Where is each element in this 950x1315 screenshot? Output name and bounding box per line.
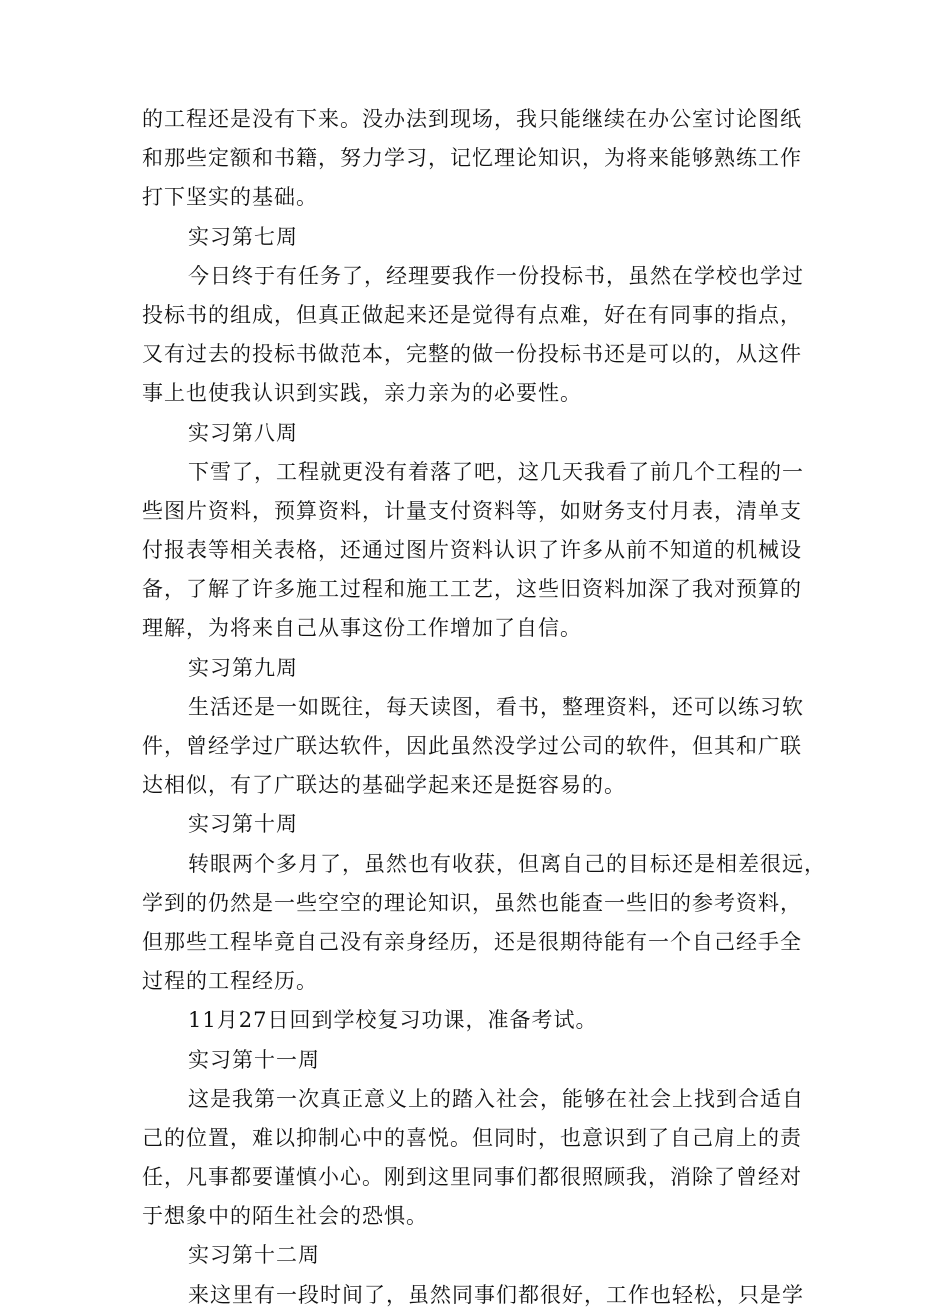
text-line: 过程的工程经历。 — [142, 969, 318, 994]
text-line: 今日终于有任务了，经理要我作一份投标书，虽然在学校也学过 — [188, 263, 804, 288]
text-line: 达相似，有了广联达的基础学起来还是挺容易的。 — [142, 773, 626, 798]
text-line: 和那些定额和书籍，努力学习，记忆理论知识，为将来能够熟练工作 — [142, 146, 802, 171]
text-line: 又有过去的投标书做范本，完整的做一份投标书还是可以的，从这件 — [142, 342, 802, 367]
text-line: 实习第十一周 — [188, 1047, 320, 1072]
text-line: 些图片资料，预算资料，计量支付资料等，如财务支付月表，清单支 — [142, 498, 802, 523]
body-text — [142, 100, 826, 1315]
text-line: 投标书的组成，但真正做起来还是觉得有点难，好在有同事的指点， — [142, 302, 802, 327]
text-line: 件，曾经学过广联达软件，因此虽然没学过公司的软件，但其和广联 — [142, 734, 802, 758]
text-line: 于想象中的陌生社会的恐惧。 — [142, 1204, 428, 1229]
text-line: 实习第九周 — [188, 655, 298, 680]
text-line: 的工程还是没有下来。没办法到现场，我只能继续在办公室讨论图纸 — [142, 107, 802, 131]
text-line: 11月27日回到学校复习功课，准备考试。 — [188, 1008, 598, 1033]
text-line: 付报表等相关表格，还通过图片资料认识了许多从前不知道的机械设 — [142, 538, 802, 563]
text-line: 来这里有一段时间了，虽然同事们都很好，工作也轻松，只是学 — [188, 1282, 804, 1307]
text-line: 打下坚实的基础。 — [142, 185, 318, 210]
text-line: 这是我第一次真正意义上的踏入社会，能够在社会上找到合适自 — [188, 1086, 804, 1111]
text-line: 实习第八周 — [188, 420, 298, 445]
text-line: 实习第十二周 — [188, 1243, 320, 1268]
text-line: 理解，为将来自己从事这份工作增加了自信。 — [142, 616, 582, 641]
text-line: 生活还是一如既往，每天读图，看书，整理资料，还可以练习软 — [188, 694, 804, 719]
text-line: 备，了解了许多施工过程和施工工艺，这些旧资料加深了我对预算的 — [142, 577, 802, 602]
text-line: 但那些工程毕竟自己没有亲身经历，还是很期待能有一个自己经手全 — [142, 929, 802, 954]
text-line: 任，凡事都要谨慎小心。刚到这里同事们都很照顾我，消除了曾经对 — [142, 1165, 802, 1190]
text-line: 事上也使我认识到实践，亲力亲为的必要性。 — [142, 381, 582, 406]
text-line: 转眼两个多月了，虽然也有收获，但离自己的目标还是相差很远， — [188, 851, 826, 876]
text-line: 实习第七周 — [188, 224, 298, 249]
text-line: 下雪了，工程就更没有着落了吧，这几天我看了前几个工程的一 — [188, 459, 804, 484]
text-line: 学到的仍然是一些空空的理论知识，虽然也能查一些旧的参考资料， — [142, 890, 802, 915]
text-line: 实习第十周 — [188, 812, 298, 837]
text-line: 己的位置，难以抑制心中的喜悦。但同时，也意识到了自己肩上的责 — [142, 1125, 802, 1150]
